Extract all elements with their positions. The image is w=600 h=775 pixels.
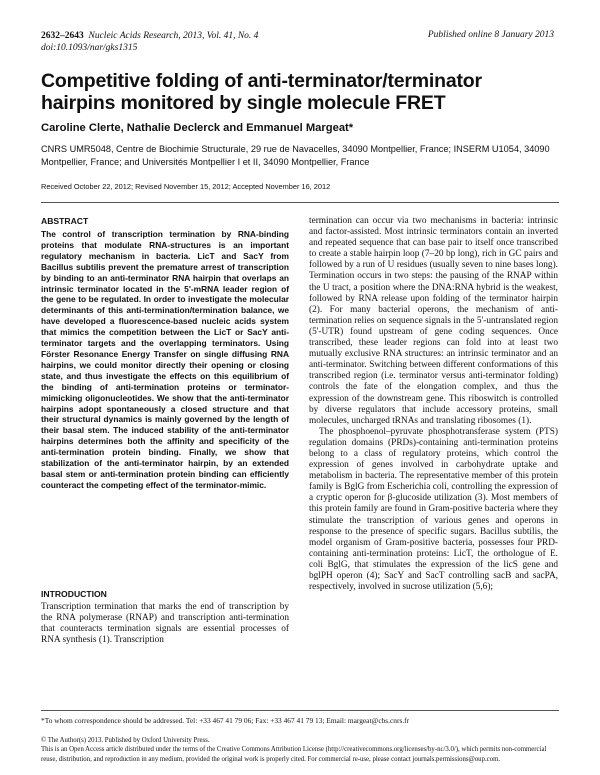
license-text: This is an Open Access article distributed under the terms of the Creative Commons Attribution License (http://creativecommons.org/licenses/by-nc/3.0/), which permits non-commercial reuse, distribution, and reproduction in any medium, provided the original work is properly cited. For commercial re-use, please contact journals.permissions@oup.com. bbox=[41, 746, 547, 763]
abstract-text: The control of transcription termination by RNA-binding proteins that modulate RNA-structures is an important regulatory mechanism in bacteria. LicT and SacY from Bacillus subtilis prevent the premature arrest of transcription by binding to an anti-terminator RNA hairpin that overlaps an intrinsic terminator located in the 5'-mRNA leader region of the gene to be regulated. In order to investigate the molecular determinants of this anti-termination/termination balance, we have developed a fluorescence-based nucleic acids system that mimics the competition between the LicT or SacY anti-terminator targets and the overlapping terminators. Using Förster Resonance Energy Transfer on single diffusing RNA hairpins, we could monitor directly their opening or closing state, and thus investigate the effects on this equilibrium of the binding of anti-termination proteins or terminator-mimicking oligonucleotides. We show that the anti-terminator hairpins adopt spontaneously a closed structure and that their structural dynamics is mainly governed by the length of their basal stem. The induced stability of the anti-terminator hairpins determines both the affinity and specificity of the anti-termination protein binding. Finally, we show that stabilization of the anti-terminator hairpin, by an extended basal stem or anti-termination protein binding can efficiently counteract the competing effect of the terminator-mimic. bbox=[41, 229, 289, 490]
top-divider bbox=[41, 202, 559, 203]
introduction-text: Transcription termination that marks the end of transcription by the RNA polymerase (RNAP) and transcription anti-termination that counteracts termination signals are essential processes of RNA synthesis (1). Transcription bbox=[41, 602, 289, 646]
author-list: Caroline Clerte, Nathalie Declerck and Emmanuel Margeat* bbox=[41, 122, 354, 134]
right-column bbox=[309, 216, 558, 593]
paragraph: termination can occur via two mechanisms in bacteria: intrinsic and factor-assisted. Most intrinsic terminators contain an inverted and repeated sequence that can base pair to itself once transcribed to create a stable hairpin loop (7–20 bp long), rich in GC pairs and followed by a run of U residues (usually seven to nine bases long). Termination occurs in two steps: the pausing of the RNAP within the U tract, a position where the DNA:RNA hybrid is the weakest, followed by RNA release upon folding of the terminator hairpin (2). For many bacterial operons, the mechanism of anti-termination relies on sequence signals in the 5'-untranslated region (5'-UTR) found upstream of gene coding sequences. Once transcribed, these leader regions can fold into at least two mutually exclusive RNA structures: an intrinsic terminator and an anti-terminator. Switching between different conformations of this transcribed region (i.e. terminator versus anti-terminator folding) controls the fate of the elongation complex, and thus the expression of the downstream gene. This riboswitch is controlled by diverse regulators that include accessory proteins, small molecules, uncharged tRNAs and translating ribosomes (1). bbox=[309, 216, 558, 426]
paragraph: The phosphoenol–pyruvate phosphotransferase system (PTS) regulation domains (PRDs)-containing anti-termination proteins belong to a class of regulatory proteins, which control the expression of genes involved in carbohydrate uptake and metabolism in bacteria. The representative member of this protein family is BglG from Escherichia coli, controlling the expression of a cryptic operon for β-glucoside utilization (3). Most members of this protein family are found in Gram-positive bacteria where they stimulate the transcription of various genes and operons in response to the presence of specific sugars. Bacillus subtilis, the model organism of Gram-positive bacteria, possesses four PRD-containing anti-termination proteins: LicT, the orthologue of E. coli BglG, that stimulates the expression of the licS gene and bglPH operon (4); SacY and SacT controlling sacB and sacPA, respectively, involved in sucrose utilization (5,6); bbox=[309, 426, 558, 593]
footnote-divider bbox=[41, 710, 559, 711]
received-dates: Received October 22, 2012; Revised November 15, 2012; Accepted November 16, 2012 bbox=[41, 182, 331, 191]
copyright-notice bbox=[41, 736, 561, 764]
article-title: Competitive folding of anti-terminator/terminator hairpins monitored by single molecule FRET bbox=[41, 70, 482, 114]
doi: doi:10.1093/nar/gks1315 bbox=[41, 43, 138, 53]
copyright-line: © The Author(s) 2013. Published by Oxford University Press. bbox=[41, 737, 210, 744]
published-date: Published online 8 January 2013 bbox=[427, 30, 554, 40]
page-range: 2632–2643 bbox=[41, 31, 84, 41]
correspondence-footnote: *To whom correspondence should be addressed. Tel: +33 467 41 79 06; Fax: +33 467 41 79 13; Email: margeat@cbs.cnrs.fr bbox=[41, 716, 410, 725]
introduction-heading: INTRODUCTION bbox=[41, 589, 107, 599]
affiliation: CNRS UMR5048, Centre de Biochimie Structurale, 29 rue de Navacelles, 34090 Montpellier, France; INSERM U1054, 34090 Montpellier, France; and Universités Montpellier I et II, 34090 Montpellier, France bbox=[41, 144, 550, 167]
abstract-heading: ABSTRACT bbox=[41, 216, 89, 226]
journal-header bbox=[41, 30, 258, 54]
journal-citation: Nucleic Acids Research, 2013, Vol. 41, No. 4 bbox=[88, 31, 259, 41]
